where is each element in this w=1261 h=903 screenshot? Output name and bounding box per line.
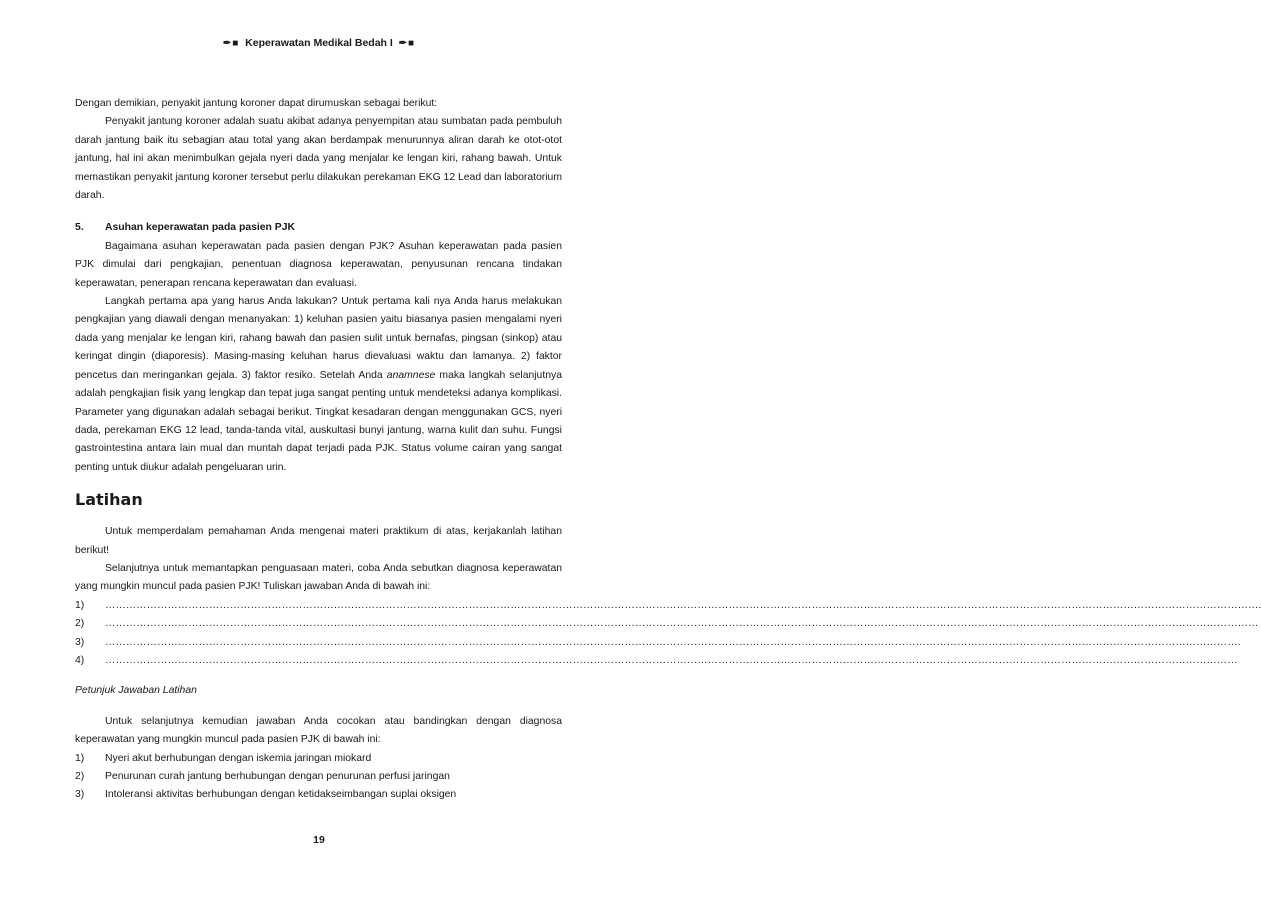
item-number: 4)	[75, 654, 85, 666]
list-item	[75, 597, 1261, 615]
petunjuk-heading: Petunjuk Jawaban Latihan	[75, 685, 197, 697]
item-number: 2)	[75, 771, 85, 782]
answer-blank: ………………………………………………………………………………………………………………………………………………………………………………………………………………………………………………………………………………………………………	[105, 618, 1259, 630]
list-item	[75, 615, 1259, 633]
running-header	[0, 37, 638, 49]
list-item	[75, 768, 562, 786]
answer-list	[75, 597, 1261, 671]
list-item	[75, 634, 1241, 652]
section-paragraph-assessment	[75, 293, 562, 477]
text-run: Langkah pertama apa yang harus Anda lakukan? Untuk pertama kali nya Anda harus melakukan pengkajian yang diawali dengan menanyakan: 1) keluhan pasien yaitu biasanya pasien mengalami nyeri dada yang menjalar ke lengan kiri, rahang bawah dan pasien sulit untuk bernafas, pingsan (sinkop) atau keringat dingin (diaporesis). Masing-masing keluhan harus dievaluasi waktu dan lamanya. 2) faktor pencetus dan meringankan gejala. 3) faktor resiko. Setelah Anda	[75, 296, 562, 381]
petunjuk-paragraph: Untuk selanjutnya kemudian jawaban Anda cocokan atau bandingkan dengan diagnosa keperawatan yang mungkin muncul pada pasien PJK di bawah ini:	[75, 715, 562, 746]
diagnosis-list	[75, 750, 562, 805]
list-item	[75, 750, 562, 768]
item-number: 3)	[75, 636, 85, 648]
header-title: Keperawatan Medikal Bedah I	[245, 37, 393, 49]
page-number: 19	[313, 834, 325, 846]
section-paragraph: Bagaimana asuhan keperawatan pada pasien dengan PJK? Asuhan keperawatan pada pasien PJK dimulai dari pengkajian, penentuan diagnosa keperawatan, penyusunan rencana tindakan keperawatan, penerapan rencana keperawatan dan evaluasi.	[75, 240, 562, 289]
intro-paragraph: Dengan demikian, penyakit jantung koroner dapat dirumuskan sebagai berikut:	[75, 98, 438, 109]
text-run: maka langkah selanjutnya adalah pengkajian fisik yang lengkap dan tepat juga sangat penting untuk mendeteksi adanya komplikasi. Parameter yang digunakan adalah sebagai berikut. Tingkat kesadaran dengan menggunakan GCS, nyeri dada, perekaman EKG 12 lead, tanda-tanda vital, auskultasi bunyi jantung, warna kulit dan suhu. Fungsi gastrointestina antara lain mual dan muntah dapat terjadi pada PJK. Status volume cairan yang sangat penting untuk diukur adalah pengeluaran urin.	[75, 369, 562, 473]
latihan-paragraph: Untuk memperdalam pemahaman Anda mengenai materi praktikum di atas, kerjakanlah latihan berikut!	[75, 526, 562, 556]
item-text: Intoleransi aktivitas berhubungan dengan ketidakseimbangan suplai oksigen	[105, 789, 457, 801]
section-number: 5.	[75, 222, 84, 234]
list-item	[75, 652, 1238, 670]
section-heading	[75, 219, 562, 237]
item-number: 2)	[75, 618, 85, 630]
pen-bullet-icon: ✒■	[222, 38, 240, 49]
answer-blank: …………………………………………………………………………………………………………………………………………………………………………………………………………………………………………………………………………………………………	[105, 654, 1238, 666]
item-text: Penurunan curah jantung berhubungan dengan penurunan perfusi jaringan	[105, 771, 450, 782]
item-number: 1)	[75, 752, 85, 764]
body-content	[75, 95, 1261, 805]
answer-blank: ……………………………………………………………………………………………………………………………………………………………………………………………………………………………………………………………………………………………………….	[105, 599, 1261, 611]
item-number: 1)	[75, 599, 85, 611]
list-item	[75, 786, 562, 804]
pjk-definition-paragraph: Penyakit jantung koroner adalah suatu akibat adanya penyempitan atau sumbatan pada pembuluh darah jantung baik itu sebagian atau total yang akan berdampak menurunnya aliran darah ke otot-otot jantung, hal ini akan menimbulkan gejala nyeri dada yang menjalar ke lengan kiri, rahang bawah. Untuk memastikan penyakit jantung koroner tersebut perlu dilakukan perekaman EKG 12 Lead dan laboratorium darah.	[75, 116, 562, 202]
italic-term: anamnese	[386, 369, 436, 381]
latihan-instruction: Selanjutnya untuk memantapkan penguasaan materi, coba Anda sebutkan diagnosa keperawatan yang mungkin muncul pada pasien PJK! Tuliskan jawaban Anda di bawah ini:	[75, 562, 562, 593]
item-text: Nyeri akut berhubungan dengan iskemia jaringan miokard	[105, 752, 372, 764]
latihan-heading: Latihan	[75, 490, 143, 510]
pen-bullet-icon: ✒■	[398, 38, 416, 49]
item-number: 3)	[75, 789, 85, 801]
section-title: Asuhan keperawatan pada pasien PJK	[105, 222, 295, 234]
answer-blank: ………………………………………………………………………………………………………………………………………………………………………………………………………………………………………………………………………………………………….	[105, 636, 1241, 648]
